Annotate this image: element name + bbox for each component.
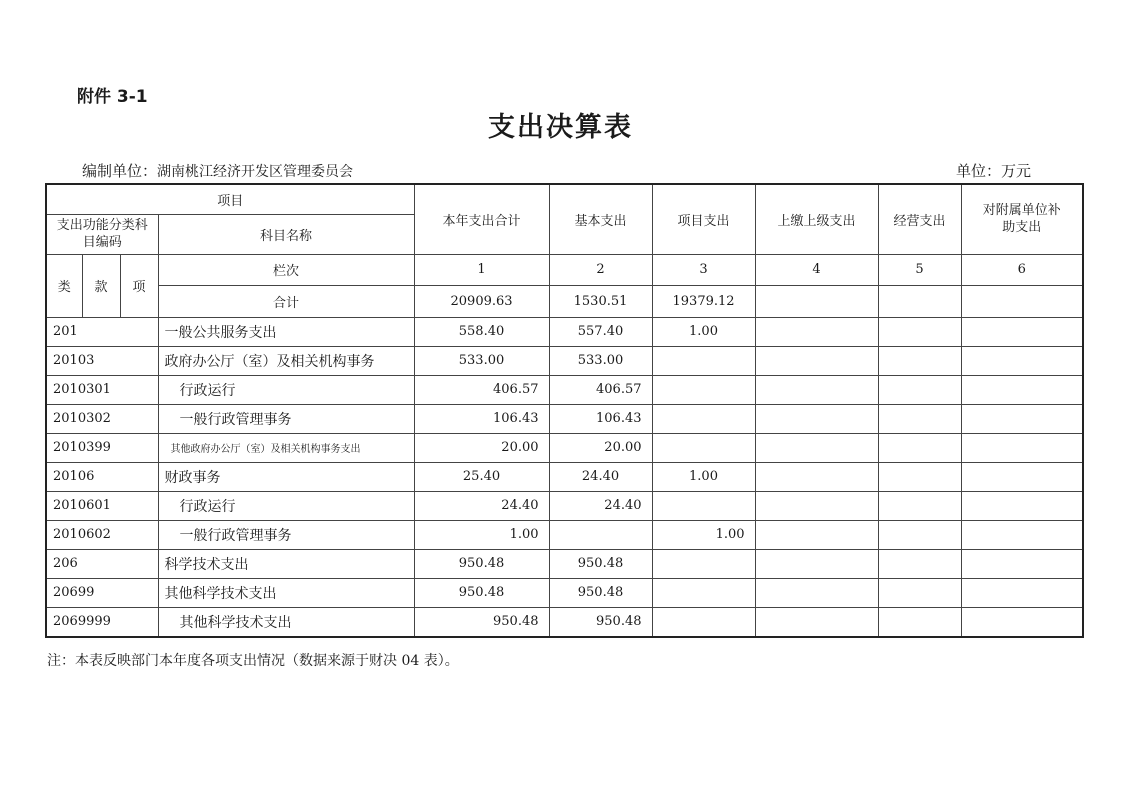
row-c5 bbox=[878, 317, 961, 346]
row-c4 bbox=[755, 607, 878, 637]
total-2: 1530.51 bbox=[549, 285, 652, 317]
row-c1: 950.48 bbox=[414, 549, 549, 578]
header-kuan: 款 bbox=[82, 254, 120, 317]
page-title: 支出决算表 bbox=[488, 112, 633, 143]
table-row bbox=[46, 404, 1083, 433]
row-c2: 950.48 bbox=[549, 549, 652, 578]
row-c5 bbox=[878, 433, 961, 462]
header-col-1: 本年支出合计 bbox=[414, 184, 549, 254]
row-c1: 533.00 bbox=[414, 346, 549, 375]
row-code: 2010301 bbox=[46, 375, 158, 404]
header-col-6-text: 对附属单位补助支出 bbox=[982, 203, 1061, 236]
row-c6 bbox=[961, 433, 1083, 462]
row-name: 财政事务 bbox=[158, 462, 414, 491]
row-c3 bbox=[652, 375, 755, 404]
row-c5 bbox=[878, 346, 961, 375]
row-c2: 950.48 bbox=[549, 607, 652, 637]
row-c4 bbox=[755, 404, 878, 433]
row-code: 201 bbox=[46, 317, 158, 346]
header-col-3: 项目支出 bbox=[652, 184, 755, 254]
col-num-2: 2 bbox=[549, 254, 652, 285]
row-c3 bbox=[652, 607, 755, 637]
header-item: 项目 bbox=[46, 184, 414, 214]
row-c1: 106.43 bbox=[414, 404, 549, 433]
col-num-5: 5 bbox=[878, 254, 961, 285]
row-c3: 1.00 bbox=[652, 462, 755, 491]
row-c3 bbox=[652, 549, 755, 578]
row-name: 其他科学技术支出 bbox=[158, 607, 414, 637]
row-name: 科学技术支出 bbox=[158, 549, 414, 578]
row-c6 bbox=[961, 607, 1083, 637]
row-code: 2010602 bbox=[46, 520, 158, 549]
table-note: 注：本表反映部门本年度各项支出情况（数据来源于财决 04 表）。 bbox=[47, 653, 459, 669]
row-c5 bbox=[878, 520, 961, 549]
row-c4 bbox=[755, 433, 878, 462]
header-col-6 bbox=[961, 184, 1083, 254]
total-6 bbox=[961, 285, 1083, 317]
col-num-3: 3 bbox=[652, 254, 755, 285]
total-1: 20909.63 bbox=[414, 285, 549, 317]
header-name: 科目名称 bbox=[158, 214, 414, 254]
row-name: 一般公共服务支出 bbox=[158, 317, 414, 346]
col-num-1: 1 bbox=[414, 254, 549, 285]
compiling-unit-name: 湖南桃江经济开发区管理委员会 bbox=[157, 164, 354, 180]
row-c1: 20.00 bbox=[414, 433, 549, 462]
table-row bbox=[46, 462, 1083, 491]
row-name: 一般行政管理事务 bbox=[158, 520, 414, 549]
table-row bbox=[46, 491, 1083, 520]
compiling-unit bbox=[82, 160, 353, 181]
row-c6 bbox=[961, 520, 1083, 549]
total-5 bbox=[878, 285, 961, 317]
row-c1: 558.40 bbox=[414, 317, 549, 346]
compiling-unit-label: 编制单位： bbox=[82, 162, 158, 180]
row-c4 bbox=[755, 491, 878, 520]
currency-unit: 单位：万元 bbox=[956, 162, 1032, 180]
row-c4 bbox=[755, 375, 878, 404]
row-c3: 1.00 bbox=[652, 317, 755, 346]
header-col-2: 基本支出 bbox=[549, 184, 652, 254]
row-c2 bbox=[549, 520, 652, 549]
header-lei: 类 bbox=[46, 254, 82, 317]
row-code: 2069999 bbox=[46, 607, 158, 637]
row-c6 bbox=[961, 346, 1083, 375]
row-c4 bbox=[755, 549, 878, 578]
row-c4 bbox=[755, 346, 878, 375]
row-c5 bbox=[878, 549, 961, 578]
row-c2: 106.43 bbox=[549, 404, 652, 433]
col-num-4: 4 bbox=[755, 254, 878, 285]
row-c2: 24.40 bbox=[549, 491, 652, 520]
total-3: 19379.12 bbox=[652, 285, 755, 317]
row-c4 bbox=[755, 317, 878, 346]
row-c1: 25.40 bbox=[414, 462, 549, 491]
row-c3 bbox=[652, 433, 755, 462]
row-code: 20106 bbox=[46, 462, 158, 491]
table-row bbox=[46, 346, 1083, 375]
row-c6 bbox=[961, 549, 1083, 578]
table-row bbox=[46, 317, 1083, 346]
table-row bbox=[46, 607, 1083, 637]
table-row bbox=[46, 549, 1083, 578]
total-label: 合计 bbox=[158, 285, 414, 317]
row-c3 bbox=[652, 491, 755, 520]
row-c6 bbox=[961, 317, 1083, 346]
row-c6 bbox=[961, 462, 1083, 491]
row-c2: 533.00 bbox=[549, 346, 652, 375]
row-name: 其他科学技术支出 bbox=[158, 578, 414, 607]
row-c1: 24.40 bbox=[414, 491, 549, 520]
row-c6 bbox=[961, 404, 1083, 433]
row-c2: 20.00 bbox=[549, 433, 652, 462]
row-code: 20103 bbox=[46, 346, 158, 375]
row-code: 2010601 bbox=[46, 491, 158, 520]
row-c1: 1.00 bbox=[414, 520, 549, 549]
row-c5 bbox=[878, 462, 961, 491]
header-col-5: 经营支出 bbox=[878, 184, 961, 254]
row-c4 bbox=[755, 578, 878, 607]
total-4 bbox=[755, 285, 878, 317]
table-row bbox=[46, 520, 1083, 549]
row-c3: 1.00 bbox=[652, 520, 755, 549]
row-c5 bbox=[878, 404, 961, 433]
row-c3 bbox=[652, 346, 755, 375]
header-xiang: 项 bbox=[120, 254, 158, 317]
row-name: 行政运行 bbox=[158, 491, 414, 520]
row-c5 bbox=[878, 375, 961, 404]
row-c4 bbox=[755, 462, 878, 491]
row-name: 政府办公厅（室）及相关机构事务 bbox=[158, 346, 414, 375]
row-c5 bbox=[878, 607, 961, 637]
row-c2: 557.40 bbox=[549, 317, 652, 346]
header-code-group bbox=[46, 214, 158, 254]
row-c1: 406.57 bbox=[414, 375, 549, 404]
header-col-4: 上缴上级支出 bbox=[755, 184, 878, 254]
row-c1: 950.48 bbox=[414, 578, 549, 607]
attachment-label: 附件 3-1 bbox=[77, 87, 148, 107]
row-c3 bbox=[652, 578, 755, 607]
row-c2: 24.40 bbox=[549, 462, 652, 491]
row-code: 2010399 bbox=[46, 433, 158, 462]
row-c6 bbox=[961, 375, 1083, 404]
row-c5 bbox=[878, 578, 961, 607]
header-code-group-text: 支出功能分类科目编码 bbox=[56, 218, 148, 250]
row-name: 其他政府办公厅（室）及相关机构事务支出 bbox=[158, 433, 414, 462]
row-c1: 950.48 bbox=[414, 607, 549, 637]
table-row bbox=[46, 375, 1083, 404]
expenditure-table bbox=[45, 183, 1084, 638]
row-code: 206 bbox=[46, 549, 158, 578]
row-c5 bbox=[878, 491, 961, 520]
row-c4 bbox=[755, 520, 878, 549]
row-c3 bbox=[652, 404, 755, 433]
row-c6 bbox=[961, 491, 1083, 520]
row-c2: 950.48 bbox=[549, 578, 652, 607]
row-c2: 406.57 bbox=[549, 375, 652, 404]
row-code: 20699 bbox=[46, 578, 158, 607]
row-name: 一般行政管理事务 bbox=[158, 404, 414, 433]
header-lanci: 栏次 bbox=[158, 254, 414, 285]
row-name: 行政运行 bbox=[158, 375, 414, 404]
table-row bbox=[46, 433, 1083, 462]
table-row bbox=[46, 578, 1083, 607]
col-num-6: 6 bbox=[961, 254, 1083, 285]
row-code: 2010302 bbox=[46, 404, 158, 433]
row-c6 bbox=[961, 578, 1083, 607]
